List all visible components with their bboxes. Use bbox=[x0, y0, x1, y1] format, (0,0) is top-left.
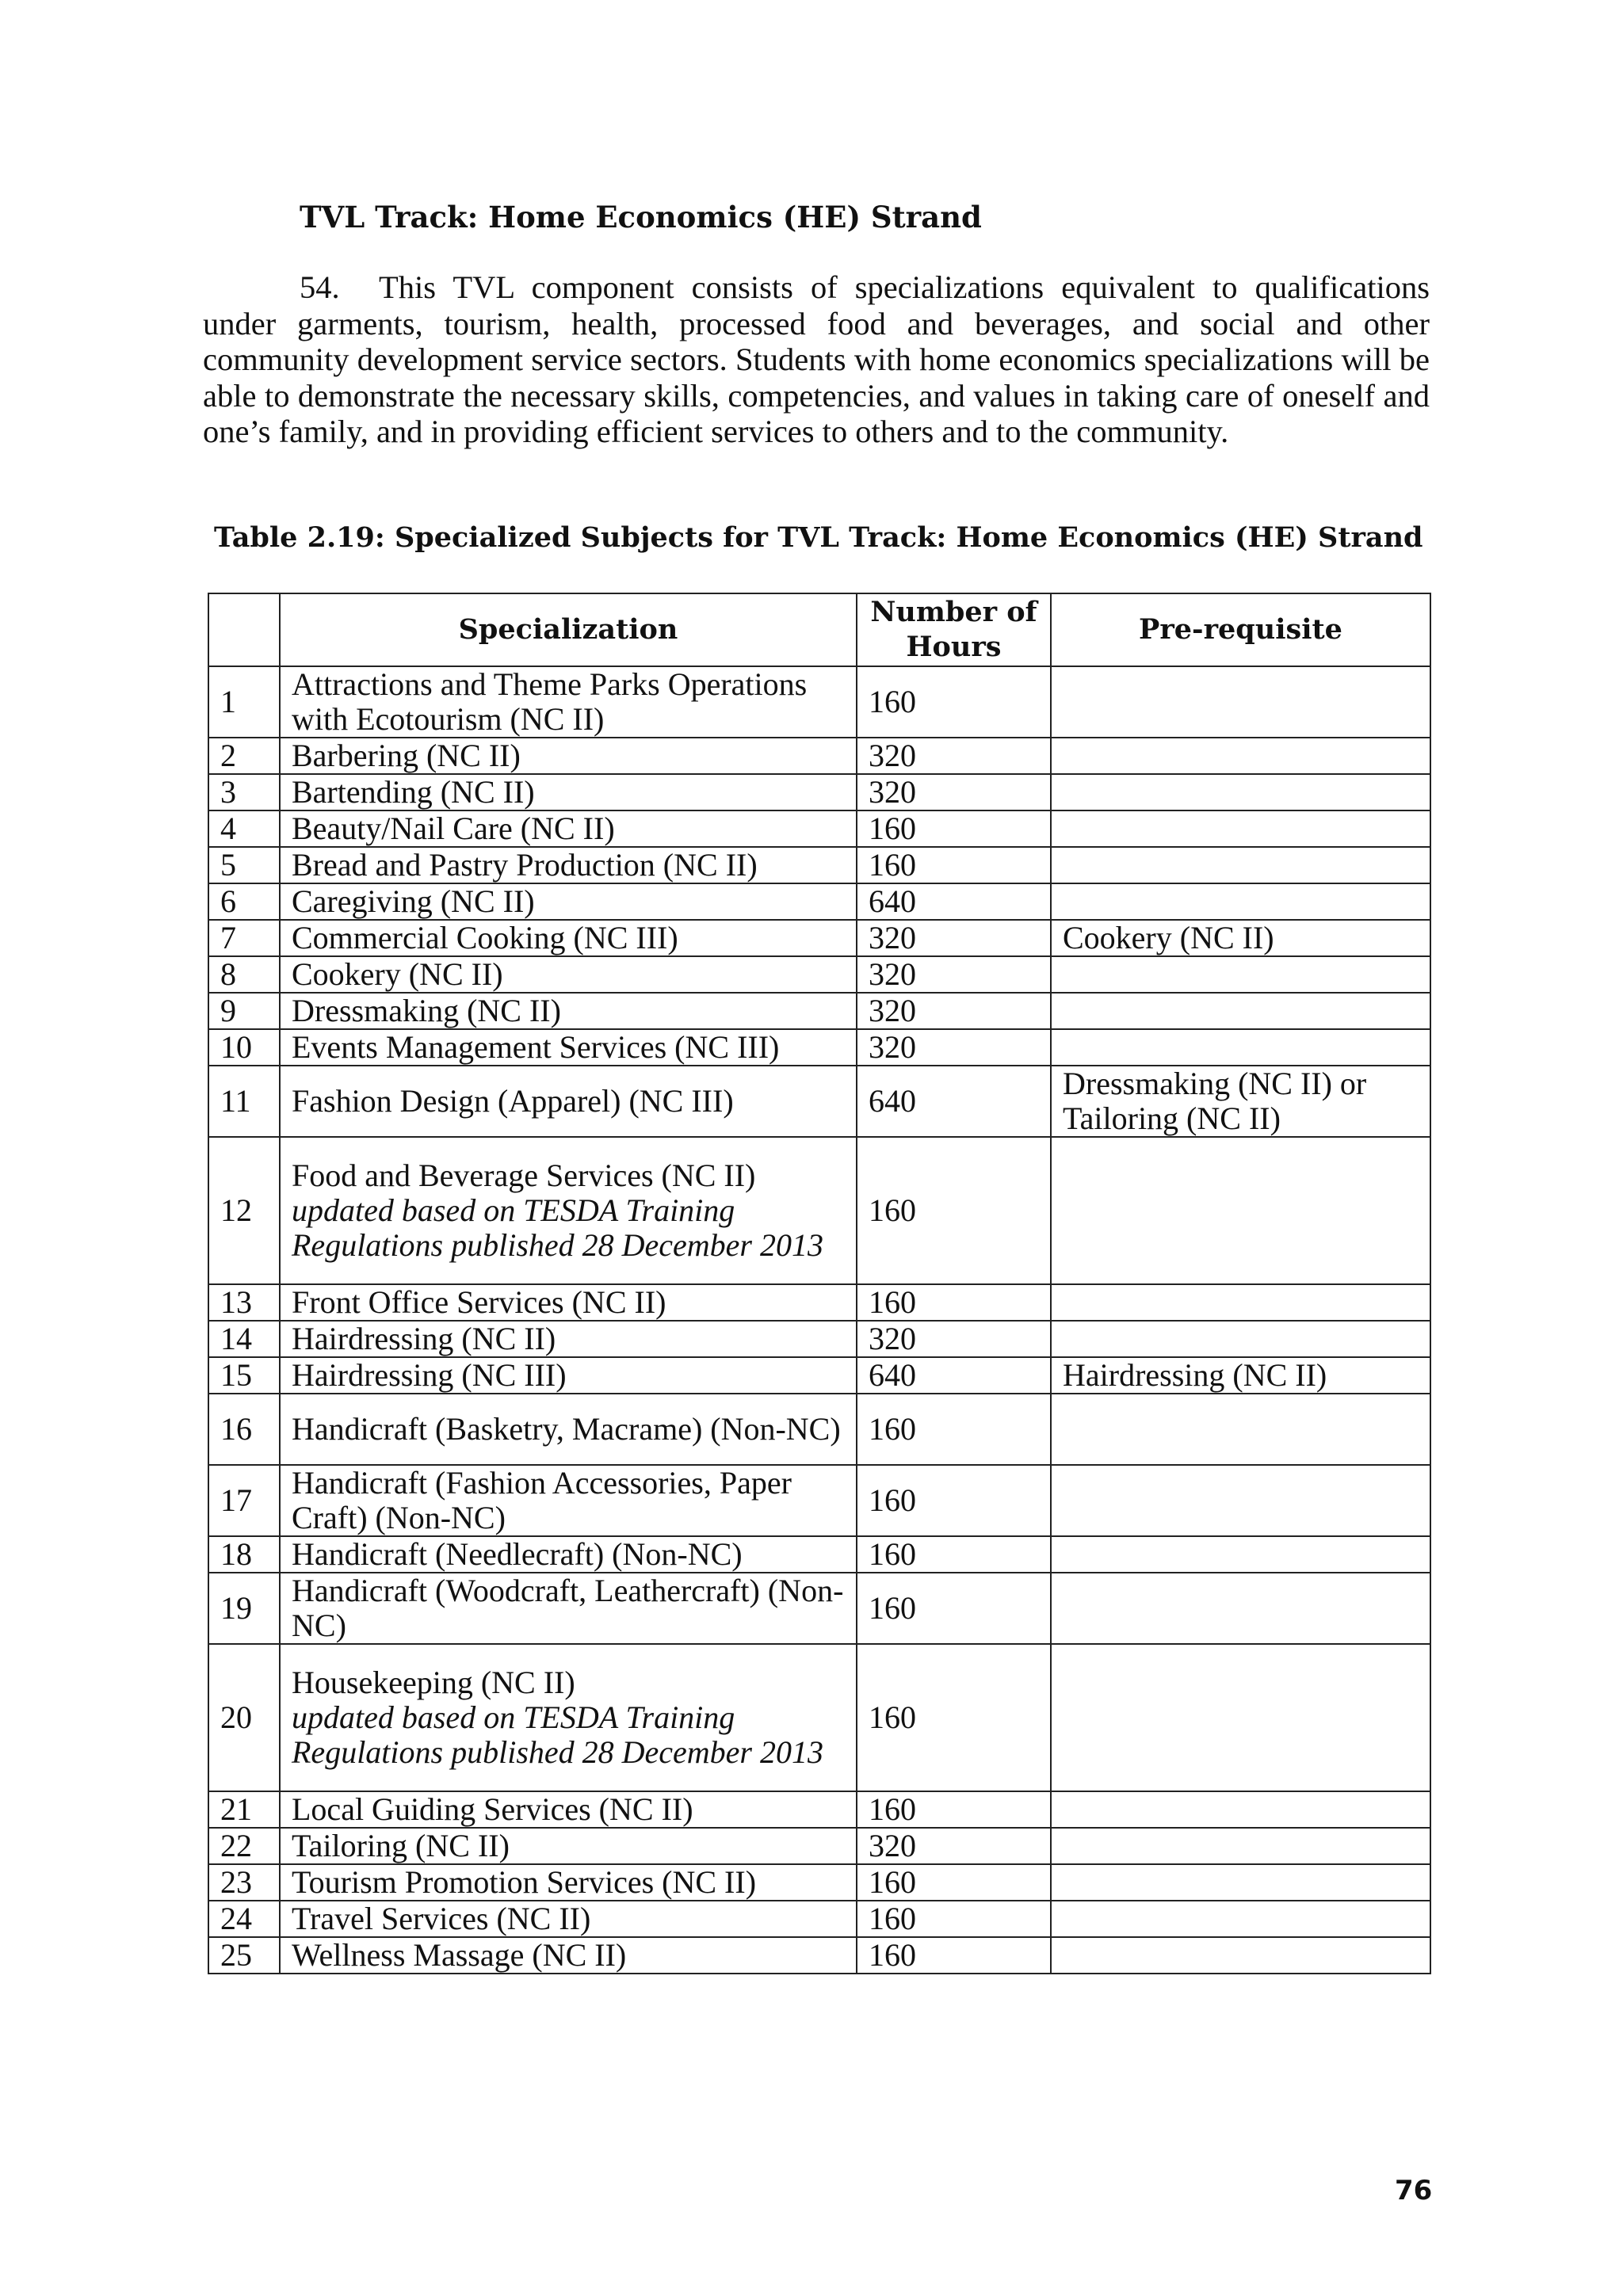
table-row bbox=[208, 1937, 1430, 1974]
row-specialization bbox=[280, 1791, 857, 1828]
row-prerequisite bbox=[1051, 738, 1430, 774]
specialization-note: updated based on TESDA Training Regulations published 28 December 2013 bbox=[292, 1192, 823, 1263]
row-specialization bbox=[280, 1828, 857, 1864]
row-hours: 640 bbox=[857, 1066, 1051, 1137]
row-number: 22 bbox=[208, 1828, 280, 1864]
row-prerequisite bbox=[1051, 666, 1430, 738]
specialization-name: Travel Services (NC II) bbox=[292, 1901, 591, 1936]
row-hours: 320 bbox=[857, 1029, 1051, 1066]
row-prerequisite bbox=[1051, 1284, 1430, 1321]
row-prerequisite bbox=[1051, 1901, 1430, 1937]
specialization-name: Cookery (NC II) bbox=[292, 956, 503, 992]
specialization-name: Wellness Massage (NC II) bbox=[292, 1937, 627, 1973]
table-row bbox=[208, 847, 1430, 883]
row-number: 9 bbox=[208, 993, 280, 1029]
row-hours: 640 bbox=[857, 883, 1051, 920]
table-row bbox=[208, 810, 1430, 847]
row-specialization bbox=[280, 666, 857, 738]
section-heading: TVL Track: Home Economics (HE) Strand bbox=[300, 200, 982, 235]
row-prerequisite bbox=[1051, 1536, 1430, 1573]
row-hours: 160 bbox=[857, 810, 1051, 847]
specialization-name: Local Guiding Services (NC II) bbox=[292, 1791, 693, 1827]
row-specialization bbox=[280, 1644, 857, 1791]
row-number: 1 bbox=[208, 666, 280, 738]
row-prerequisite bbox=[1051, 1937, 1430, 1974]
specialization-name: Bread and Pastry Production (NC II) bbox=[292, 847, 758, 883]
row-hours: 320 bbox=[857, 738, 1051, 774]
row-hours: 320 bbox=[857, 774, 1051, 810]
row-hours: 160 bbox=[857, 1644, 1051, 1791]
row-number: 4 bbox=[208, 810, 280, 847]
specialization-name: Events Management Services (NC III) bbox=[292, 1029, 780, 1065]
row-specialization bbox=[280, 1284, 857, 1321]
table-row bbox=[208, 1029, 1430, 1066]
row-hours: 160 bbox=[857, 1573, 1051, 1644]
specialization-name: Handicraft (Fashion Accessories, Paper Craft) (Non-NC) bbox=[292, 1465, 792, 1535]
specialization-name: Hairdressing (NC II) bbox=[292, 1321, 556, 1356]
row-number: 13 bbox=[208, 1284, 280, 1321]
body-paragraph bbox=[203, 269, 1430, 450]
row-prerequisite bbox=[1051, 1029, 1430, 1066]
row-prerequisite bbox=[1051, 1864, 1430, 1901]
table-row bbox=[208, 1573, 1430, 1644]
header-prerequisite: Pre-requisite bbox=[1051, 593, 1430, 666]
specialization-name: Housekeeping (NC II) bbox=[292, 1665, 575, 1700]
row-prerequisite bbox=[1051, 810, 1430, 847]
table-row bbox=[208, 956, 1430, 993]
row-number: 15 bbox=[208, 1357, 280, 1394]
table-row bbox=[208, 774, 1430, 810]
specialization-name: Dressmaking (NC II) bbox=[292, 993, 561, 1028]
table-row bbox=[208, 1137, 1430, 1284]
row-number: 14 bbox=[208, 1321, 280, 1357]
table-row bbox=[208, 1394, 1430, 1465]
row-specialization bbox=[280, 1937, 857, 1974]
table-row bbox=[208, 920, 1430, 956]
row-number: 3 bbox=[208, 774, 280, 810]
row-hours: 160 bbox=[857, 1901, 1051, 1937]
row-number: 20 bbox=[208, 1644, 280, 1791]
row-number: 17 bbox=[208, 1465, 280, 1536]
table-row bbox=[208, 1357, 1430, 1394]
row-specialization bbox=[280, 993, 857, 1029]
row-number: 10 bbox=[208, 1029, 280, 1066]
table-row bbox=[208, 993, 1430, 1029]
row-hours: 160 bbox=[857, 1137, 1051, 1284]
specialization-name: Food and Beverage Services (NC II) bbox=[292, 1158, 756, 1193]
row-number: 21 bbox=[208, 1791, 280, 1828]
row-number: 8 bbox=[208, 956, 280, 993]
row-specialization bbox=[280, 847, 857, 883]
row-number: 25 bbox=[208, 1937, 280, 1974]
row-prerequisite bbox=[1051, 1465, 1430, 1536]
row-prerequisite bbox=[1051, 1791, 1430, 1828]
row-specialization bbox=[280, 1536, 857, 1573]
row-specialization bbox=[280, 1321, 857, 1357]
row-hours: 320 bbox=[857, 956, 1051, 993]
table-row bbox=[208, 1465, 1430, 1536]
row-number: 12 bbox=[208, 1137, 280, 1284]
row-prerequisite: Dressmaking (NC II) or Tailoring (NC II) bbox=[1051, 1066, 1430, 1137]
specialization-name: Bartending (NC II) bbox=[292, 774, 535, 810]
row-specialization bbox=[280, 774, 857, 810]
row-number: 6 bbox=[208, 883, 280, 920]
row-prerequisite bbox=[1051, 1644, 1430, 1791]
row-number: 11 bbox=[208, 1066, 280, 1137]
specialization-name: Handicraft (Needlecraft) (Non-NC) bbox=[292, 1536, 743, 1572]
header-number bbox=[208, 593, 280, 666]
table-row bbox=[208, 666, 1430, 738]
specialization-name: Barbering (NC II) bbox=[292, 738, 521, 773]
specialization-name: Beauty/Nail Care (NC II) bbox=[292, 810, 615, 846]
row-hours: 160 bbox=[857, 1536, 1051, 1573]
row-hours: 320 bbox=[857, 1321, 1051, 1357]
paragraph-number: 54. bbox=[300, 269, 340, 305]
row-specialization bbox=[280, 1137, 857, 1284]
table-row bbox=[208, 1321, 1430, 1357]
row-specialization bbox=[280, 1465, 857, 1536]
row-specialization bbox=[280, 1573, 857, 1644]
row-hours: 160 bbox=[857, 1791, 1051, 1828]
table-row bbox=[208, 1791, 1430, 1828]
row-prerequisite: Hairdressing (NC II) bbox=[1051, 1357, 1430, 1394]
row-specialization bbox=[280, 1066, 857, 1137]
specialization-name: Tourism Promotion Services (NC II) bbox=[292, 1864, 757, 1900]
row-hours: 160 bbox=[857, 847, 1051, 883]
table-caption: Table 2.19: Specialized Subjects for TVL Track: Home Economics (HE) Strand bbox=[214, 521, 1423, 554]
row-prerequisite: Cookery (NC II) bbox=[1051, 920, 1430, 956]
header-hours: Number of Hours bbox=[857, 593, 1051, 666]
row-specialization bbox=[280, 810, 857, 847]
row-number: 7 bbox=[208, 920, 280, 956]
row-specialization bbox=[280, 883, 857, 920]
row-prerequisite bbox=[1051, 993, 1430, 1029]
page-number: 76 bbox=[1395, 2175, 1433, 2206]
specialization-note: updated based on TESDA Training Regulations published 28 December 2013 bbox=[292, 1699, 823, 1770]
table-row bbox=[208, 738, 1430, 774]
specialization-name: Fashion Design (Apparel) (NC III) bbox=[292, 1083, 734, 1119]
row-number: 18 bbox=[208, 1536, 280, 1573]
row-number: 16 bbox=[208, 1394, 280, 1465]
row-number: 2 bbox=[208, 738, 280, 774]
row-specialization bbox=[280, 1864, 857, 1901]
row-hours: 640 bbox=[857, 1357, 1051, 1394]
row-prerequisite bbox=[1051, 847, 1430, 883]
row-specialization bbox=[280, 956, 857, 993]
row-specialization bbox=[280, 738, 857, 774]
table-row bbox=[208, 1536, 1430, 1573]
row-prerequisite bbox=[1051, 774, 1430, 810]
table-row bbox=[208, 1284, 1430, 1321]
table-row bbox=[208, 1864, 1430, 1901]
table-row bbox=[208, 1901, 1430, 1937]
specialization-name: Caregiving (NC II) bbox=[292, 883, 535, 919]
row-hours: 320 bbox=[857, 993, 1051, 1029]
row-prerequisite bbox=[1051, 956, 1430, 993]
row-hours: 160 bbox=[857, 1465, 1051, 1536]
row-number: 19 bbox=[208, 1573, 280, 1644]
row-prerequisite bbox=[1051, 1394, 1430, 1465]
row-number: 5 bbox=[208, 847, 280, 883]
table-row bbox=[208, 1066, 1430, 1137]
row-hours: 160 bbox=[857, 666, 1051, 738]
row-hours: 320 bbox=[857, 1828, 1051, 1864]
specialization-name: Handicraft (Woodcraft, Leathercraft) (Non-NC) bbox=[292, 1573, 844, 1643]
row-specialization bbox=[280, 1029, 857, 1066]
row-hours: 160 bbox=[857, 1284, 1051, 1321]
row-specialization bbox=[280, 920, 857, 956]
row-prerequisite bbox=[1051, 1321, 1430, 1357]
row-prerequisite bbox=[1051, 883, 1430, 920]
header-specialization: Specialization bbox=[280, 593, 857, 666]
row-prerequisite bbox=[1051, 1137, 1430, 1284]
row-hours: 160 bbox=[857, 1937, 1051, 1974]
row-hours: 160 bbox=[857, 1864, 1051, 1901]
row-specialization bbox=[280, 1901, 857, 1937]
table-row bbox=[208, 1644, 1430, 1791]
row-prerequisite bbox=[1051, 1573, 1430, 1644]
row-number: 23 bbox=[208, 1864, 280, 1901]
specialization-name: Tailoring (NC II) bbox=[292, 1828, 510, 1863]
specialization-name: Front Office Services (NC II) bbox=[292, 1284, 666, 1320]
specialization-name: Hairdressing (NC III) bbox=[292, 1357, 567, 1393]
table-header-row bbox=[208, 593, 1430, 666]
row-prerequisite bbox=[1051, 1828, 1430, 1864]
specializations-table bbox=[208, 593, 1431, 1974]
specialization-name: Attractions and Theme Parks Operations with Ecotourism (NC II) bbox=[292, 666, 808, 737]
specialization-name: Handicraft (Basketry, Macrame) (Non-NC) bbox=[292, 1411, 841, 1447]
row-specialization bbox=[280, 1357, 857, 1394]
row-hours: 160 bbox=[857, 1394, 1051, 1465]
row-specialization bbox=[280, 1394, 857, 1465]
row-hours: 320 bbox=[857, 920, 1051, 956]
specialization-name: Commercial Cooking (NC III) bbox=[292, 920, 678, 955]
table-row bbox=[208, 1828, 1430, 1864]
table-row bbox=[208, 883, 1430, 920]
row-number: 24 bbox=[208, 1901, 280, 1937]
paragraph-text: This TVL component consists of specializations equivalent to qualifications under garments, tourism, health, processed food and beverages, and social and other community development service sectors. Students with home economics specializations will be able to demonstrate the necessary skills, competencies, and values in taking care of oneself and one’s family, and in providing efficient services to others and to the community. bbox=[203, 269, 1430, 449]
